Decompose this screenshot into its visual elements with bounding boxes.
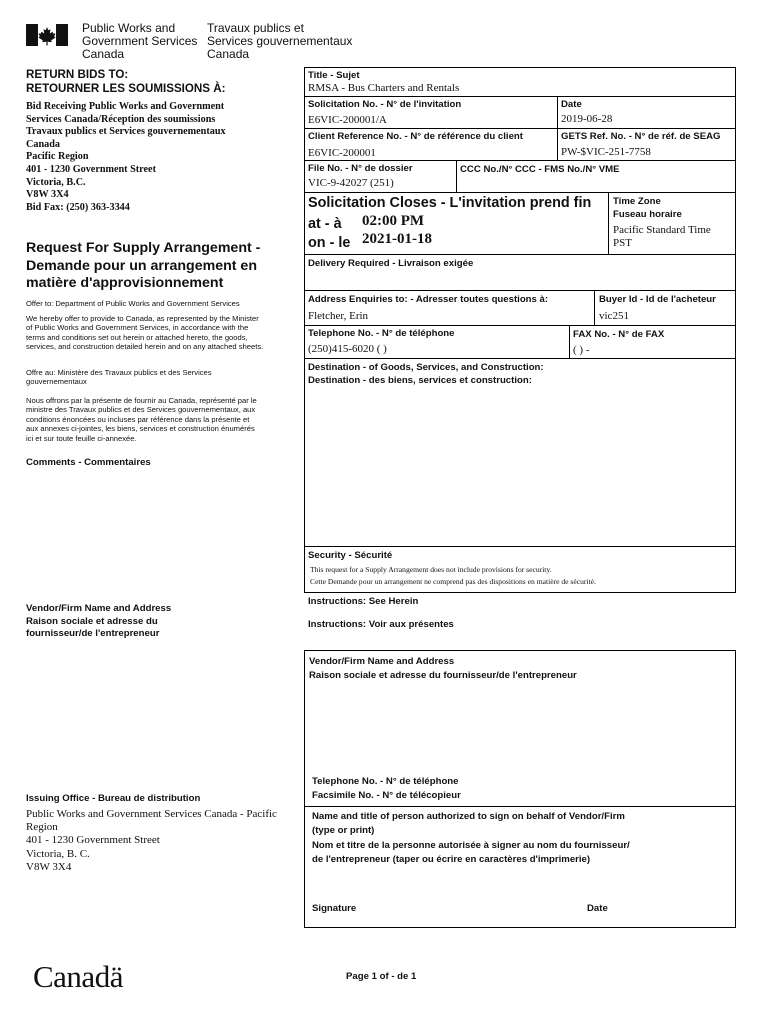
dept-fr-line: Services gouvernementaux [207, 34, 353, 48]
dept-en-line: Public Works and [82, 21, 176, 35]
address-line: V8W 3X4 [26, 189, 69, 201]
return-bids-fr: RETOURNER LES SOUMISSIONS À: [26, 82, 226, 95]
client-reference-value: E6VIC-200001 [308, 147, 376, 159]
time-zone-value: Pacific Standard Time [613, 224, 711, 236]
vendor-telephone-label: Telephone No. - N° de téléphone [312, 776, 459, 787]
client-reference-label: Client Reference No. - N° de référence du client [308, 131, 523, 142]
security-text-en: This request for a Supply Arrangement does not include provisions for security. [310, 565, 552, 574]
offer-line: conditions énoncées ou incluses par référence dans la présente et [26, 414, 250, 424]
issuing-line: 401 - 1230 Government Street [26, 834, 160, 847]
return-bids-en: RETURN BIDS TO: [26, 68, 129, 81]
offer-line: We hereby offer to provide to Canada, as represented by the Minister [26, 314, 259, 323]
delivery-required-label: Delivery Required - Livraison exigée [308, 258, 474, 269]
dept-en-line: Government Services [82, 34, 198, 48]
solicitation-number-value: E6VIC-200001/A [308, 114, 387, 126]
address-line: Victoria, B.C. [26, 176, 86, 188]
vendor-label-line: Vendor/Firm Name and Address [26, 603, 172, 614]
comments-label: Comments - Commentaires [26, 457, 151, 468]
issuing-line: Victoria, B. C. [26, 847, 90, 860]
file-number-label: File No. - N° de dossier [308, 163, 413, 174]
telephone-label: Telephone No. - N° de téléphone [308, 328, 455, 339]
issuing-office-label: Issuing Office - Bureau de distribution [26, 793, 201, 804]
issuing-line: V8W 3X4 [26, 860, 72, 873]
authorized-person-line: de l'entrepreneur (taper ou écrire en caractères d'imprimerie) [312, 854, 591, 866]
address-enquiries-label: Address Enquiries to: - Adresser toutes questions à: [308, 294, 549, 305]
page-number: Page 1 of - de 1 [346, 971, 417, 982]
offre-line: Offre au: Ministère des Travaux publics et des Services [26, 368, 212, 377]
telephone-value: (250)415-6020 ( ) [308, 343, 387, 355]
issuing-office-address [26, 808, 277, 874]
instructions-en: Instructions: See Herein [308, 596, 419, 607]
buyer-id-label: Buyer Id - Id de l'acheteur [599, 294, 716, 305]
government-signature [26, 24, 86, 46]
offer-text-en [26, 314, 263, 352]
canada-flag-icon [26, 24, 86, 46]
authorized-person-entry-area[interactable] [312, 868, 730, 898]
offer-to: Offer to: Department of Public Works and Government Services [26, 299, 240, 308]
offer-text-fr [26, 396, 257, 443]
title-value: RMSA - Bus Charters and Rentals [308, 82, 460, 94]
address-line: Bid Receiving Public Works and Government [26, 101, 225, 112]
offer-line: aux annexes ci-jointes, les biens, services et construction énumérés [26, 424, 255, 434]
dept-fr-line: Travaux publics et [207, 21, 304, 35]
offer-line: Nous offrons par la présente de fournir au Canada, représenté par le [26, 396, 257, 405]
address-line: Canada [26, 138, 60, 150]
solicitation-number-label: Solicitation No. - N° de l'invitation [308, 99, 462, 110]
ccc-number-label: CCC No./N° CCC - FMS No./N° VME [460, 164, 620, 175]
buyer-id-value: vic251 [599, 310, 629, 322]
address-line: Travaux publics et Services gouvernementaux [26, 126, 226, 138]
offer-line: of Public Works and Government Services, in accordance with the [26, 323, 249, 333]
canada-wordmark: Canadä [33, 959, 123, 994]
solicitation-closes-heading: Solicitation Closes - L'invitation prend fin [308, 195, 592, 211]
title-label: Title - Sujet [308, 70, 360, 81]
issuing-line: Public Works and Government Services Canada - Pacific [26, 808, 277, 820]
address-line: Services Canada/Réception des soumissions [26, 113, 216, 125]
fax-value: ( ) - [573, 344, 590, 356]
signature-date-label: Date [587, 903, 608, 914]
address-enquiries-value: Fletcher, Erin [308, 310, 369, 322]
date-value: 2019-06-28 [561, 113, 613, 125]
closing-time-value: 02:00 PM [362, 213, 425, 229]
fax-label: FAX No. - N° de FAX [573, 329, 665, 340]
department-name-en [82, 22, 197, 61]
document-title-line: matière d'approvisionnement [26, 275, 224, 291]
closing-date-label: on - le [308, 235, 351, 251]
gets-reference-value: PW-$VIC-251-7758 [561, 146, 651, 158]
destination-label-fr: Destination - des biens, services et construction: [308, 375, 532, 386]
time-zone-abbrev: PST [613, 237, 632, 249]
destination-label-en: Destination - of Goods, Services, and Construction: [308, 362, 544, 373]
vendor-firm-label-fr: Raison sociale et adresse du fournisseur/de l'entrepreneur [309, 670, 577, 681]
address-line: Pacific Region [26, 151, 89, 163]
time-zone-label: Time Zone [613, 196, 661, 207]
document-title-line: Demande pour un arrangement en [26, 257, 257, 274]
vendor-firm-label-left [26, 603, 171, 641]
security-label: Security - Sécurité [308, 550, 393, 561]
offer-line: services, and construction detailed herein and on any attached sheets. [26, 342, 264, 352]
authorized-person-line: (type or print) [312, 825, 375, 837]
gets-reference-label: GETS Ref. No. - N° de réf. de SEAG [561, 131, 721, 142]
offer-line: ici et sur toute feuille ci-annexée. [26, 433, 137, 443]
vendor-firm-entry-area[interactable] [309, 686, 729, 772]
document-title [26, 240, 260, 293]
dept-fr-line: Canada [207, 47, 250, 61]
date-label: Date [561, 99, 582, 110]
address-line: Bid Fax: (250) 363-3344 [26, 201, 130, 213]
authorized-person-line: Nom et titre de la personne autorisée à signer au nom du fournisseur/ [312, 839, 630, 851]
issuing-line: Region [26, 821, 58, 834]
closing-date-value: 2021-01-18 [362, 231, 432, 247]
file-number-value: VIC-9-42027 (251) [308, 177, 394, 189]
instructions-fr: Instructions: Voir aux présentes [308, 619, 454, 630]
document-title-line: Request For Supply Arrangement - [26, 240, 261, 256]
offre-au [26, 368, 212, 387]
vendor-fax-label: Facsimile No. - N° de télécopieur [312, 790, 461, 801]
dept-en-line: Canada [82, 47, 125, 61]
fuseau-horaire-label: Fuseau horaire [613, 209, 682, 220]
bid-receiving-address [26, 101, 226, 214]
offre-line: gouvernementaux [26, 377, 87, 387]
closing-time-label: at - à [308, 216, 342, 232]
offer-line: ministre des Travaux publics et des Services gouvernementaux, aux [26, 405, 256, 415]
signature-label: Signature [312, 903, 357, 914]
security-text-fr: Cette Demande pour un arrangement ne comprend pas des dispositions en matière de sécurité. [310, 577, 596, 586]
authorized-person-line: Name and title of person authorized to sign on behalf of Vendor/Firm [312, 811, 625, 822]
authorized-person-label [312, 810, 630, 868]
address-line: 401 - 1230 Government Street [26, 163, 156, 175]
vendor-label-line: fournisseur/de l'entrepreneur [26, 628, 160, 640]
return-bids-heading [26, 68, 225, 96]
department-name-fr [207, 22, 352, 61]
vendor-firm-label: Vendor/Firm Name and Address [309, 656, 455, 667]
offer-line: terms and conditions set out herein or attached hereto, the goods, [26, 332, 248, 342]
vendor-label-line: Raison sociale et adresse du [26, 615, 158, 627]
